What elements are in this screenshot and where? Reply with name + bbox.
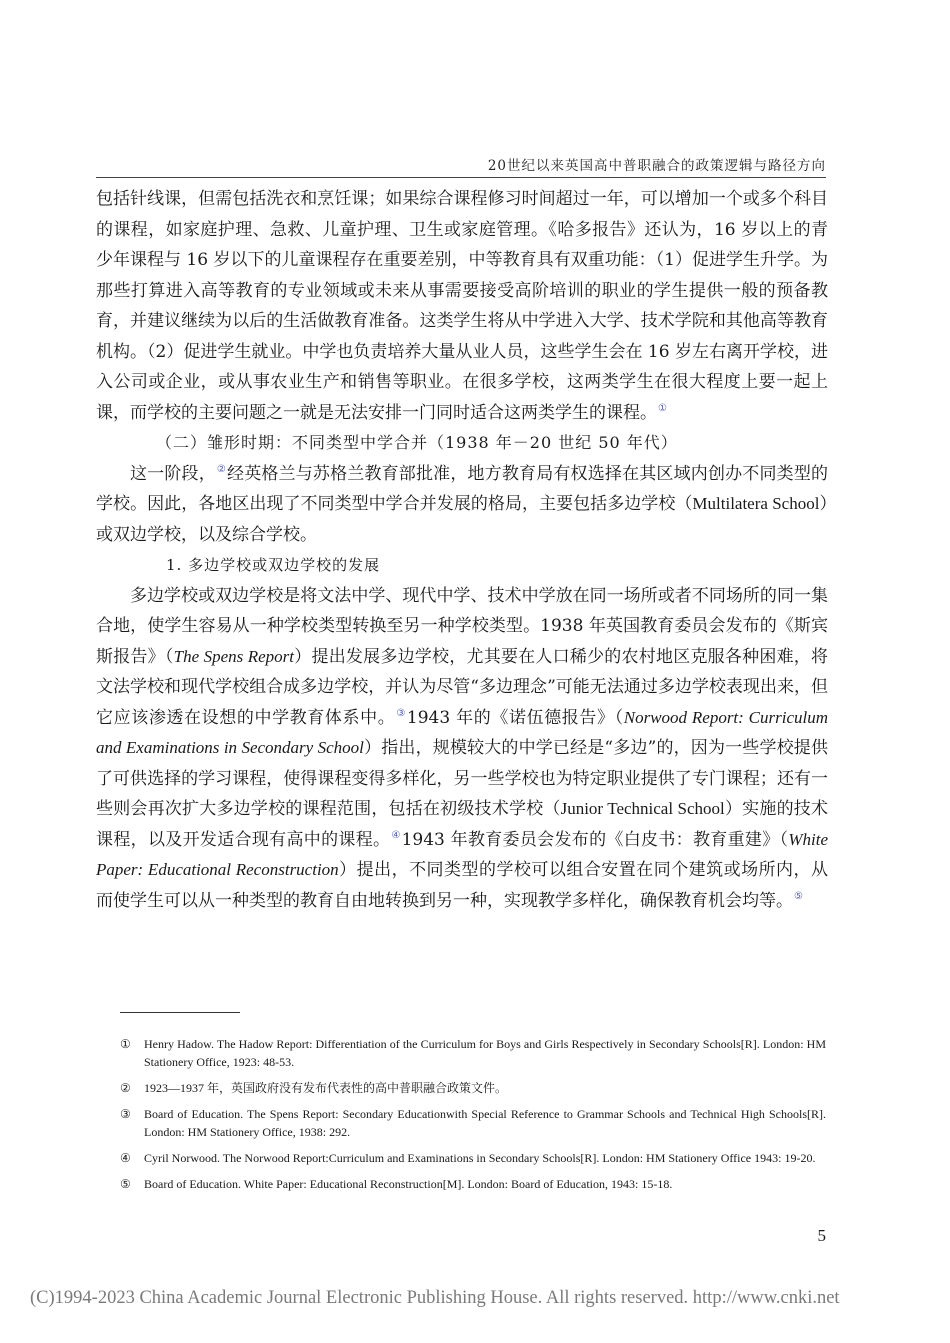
paragraph-2-text-b: 经英格兰与苏格兰教育部批准，地方教育局有权选择在其区域内创办不同类型的学校。因此，各地区出现了不同类型中学合并发展的格局，主要包括多边学校（	[96, 463, 829, 514]
footnote-text: Henry Hadow. The Hadow Report: Differentiation of the Curriculum for Boys and Girls Respectively in Secondary Schools[R]. London: HM Stationery Office, 1923: 48-53.	[144, 1037, 826, 1069]
footnote-ref-3[interactable]: ③	[396, 707, 406, 719]
white-paper-title: White Paper: Educational Reconstruction	[96, 829, 829, 879]
footnote-item	[120, 1149, 826, 1167]
footnote-ref-5[interactable]: ⑤	[794, 890, 803, 902]
footnote-number: ②	[120, 1081, 131, 1095]
spens-report-title: The Spens Report	[173, 646, 295, 666]
paragraph-3-text-d: ）指出，规模较大的中学已经是“多边”的，因为一些学校提供了可供选择的学习课程，使得课程变得多样化，另一些学校也为特定职业提供了专门课程；还有一些则会再次扩大多边学校的课程范围，包括在初级技术学校（	[96, 738, 828, 819]
footnote-number: ③	[120, 1107, 131, 1121]
subsection-heading: 1. 多边学校或双边学校的发展	[166, 556, 381, 574]
article-body	[96, 184, 828, 916]
footnote-number: ①	[120, 1037, 131, 1051]
section-heading: （二）雏形时期：不同类型中学合并（1938 年－20 世纪 50 年代）	[156, 433, 678, 452]
paragraph-2-text-a: 这一阶段，	[130, 463, 216, 484]
footnote-text: Board of Education. White Paper: Educational Reconstruction[M]. London: Board of Education, 1943: 15-18.	[144, 1177, 673, 1191]
footnotes	[120, 1035, 826, 1201]
paragraph-2-text-c: ）或双边学校，以及综合学校。	[96, 494, 828, 545]
paragraph-3-text-e: ）实施的技术课程，以及开发适合现有高中的课程。	[96, 799, 828, 850]
footnote-ref-1[interactable]: ①	[658, 402, 667, 414]
paragraph-3-text-b: ）提出发展多边学校，尤其要在人口稀少的农村地区克服各种困难，将文法学校和现代学校组合成多边学校，并认为尽管“多边理念”可能无法通过多边学校表现出来，但它应该渗透在设想的中学教育体系中。	[96, 646, 829, 728]
footnote-item	[120, 1079, 826, 1097]
paragraph-2	[96, 459, 828, 551]
paragraph-3	[96, 581, 828, 917]
footnote-ref-2[interactable]: ②	[216, 463, 227, 475]
paragraph-1	[96, 184, 828, 428]
paragraph-3-text-f: 1943 年教育委员会发布的《白皮书：教育重建》（	[401, 829, 789, 850]
footnote-text: Cyril Norwood. The Norwood Report:Curriculum and Examinations in Secondary Schools[R]. London: HM Stationery Office 1943: 19-20.	[144, 1151, 816, 1165]
footnote-item	[120, 1035, 826, 1071]
copyright-watermark: (C)1994-2023 China Academic Journal Electronic Publishing House. All rights reserved. http://www.cnki.net	[30, 1288, 840, 1308]
footnote-number: ⑤	[120, 1177, 131, 1191]
running-title: 20世纪以来英国高中普职融合的政策逻辑与路径方向	[487, 158, 826, 174]
footnote-item	[120, 1105, 826, 1141]
norwood-report-title: Norwood Report: Curriculum and Examinations in Secondary School	[96, 707, 829, 757]
footnote-text: 1923—1937 年，英国政府没有发布代表性的高中普职融合政策文件。	[144, 1081, 508, 1095]
page-number: 5	[817, 1226, 826, 1245]
footnote-separator	[120, 1012, 240, 1013]
junior-technical-school-term: Junior Technical School	[560, 799, 725, 818]
footnote-item	[120, 1175, 826, 1193]
footnote-number: ④	[120, 1151, 131, 1165]
paragraph-3-text-a: 多边学校或双边学校是将文法中学、现代中学、技术中学放在同一场所或者不同场所的同一集合地，使学生容易从一种学校类型转换至另一种学校类型。1938 年英国教育委员会发布的《斯宾斯报告》（	[96, 585, 828, 667]
paragraph-3-text-g: ）提出，不同类型的学校可以组合安置在同个建筑或场所内，从而使学生可以从一种类型的教育自由地转换到另一种，实现教学多样化，确保教育机会均等。	[96, 860, 829, 911]
paragraph-3-text-c: 1943 年的《诺伍德报告》（	[406, 707, 624, 728]
footnote-ref-4[interactable]: ④	[391, 829, 401, 841]
paragraph-1-text: 包括针线课，但需包括洗衣和烹饪课；如果综合课程修习时间超过一年，可以增加一个或多个科目的课程，如家庭护理、急救、儿童护理、卫生或家庭管理。《哈多报告》还认为，16 岁以上的青少年课程与 16 岁以下的儿童课程存在重要差别，中等教育具有双重功能：（1）促进学生升学。为那些打算进入高等教育的专业领域或未来从事需要接受高阶培训的职业的学生提供一般的预备教育，并建议继续为以后的生活做教育准备。这类学生将从中学进入大学、技术学院和其他高等教育机构。（2）促进学生就业。中学也负责培养大量从业人员，这些学生会在 16 岁左右离开学校，进入公司或企业，或从事农业生产和销售等职业。在很多学校，这两类学生在很大程度上要一起上课，而学校的主要问题之一就是无法安排一门同时适合这两类学生的课程。	[96, 189, 828, 423]
header-rule	[96, 177, 826, 178]
paragraph-2-english-term: Multilatera School	[692, 494, 820, 513]
footnote-text: Board of Education. The Spens Report: Secondary Educationwith Special Reference to Grammar Schools and Technical High Schools[R]. London: HM Stationery Office, 1938: 292.	[144, 1107, 826, 1139]
